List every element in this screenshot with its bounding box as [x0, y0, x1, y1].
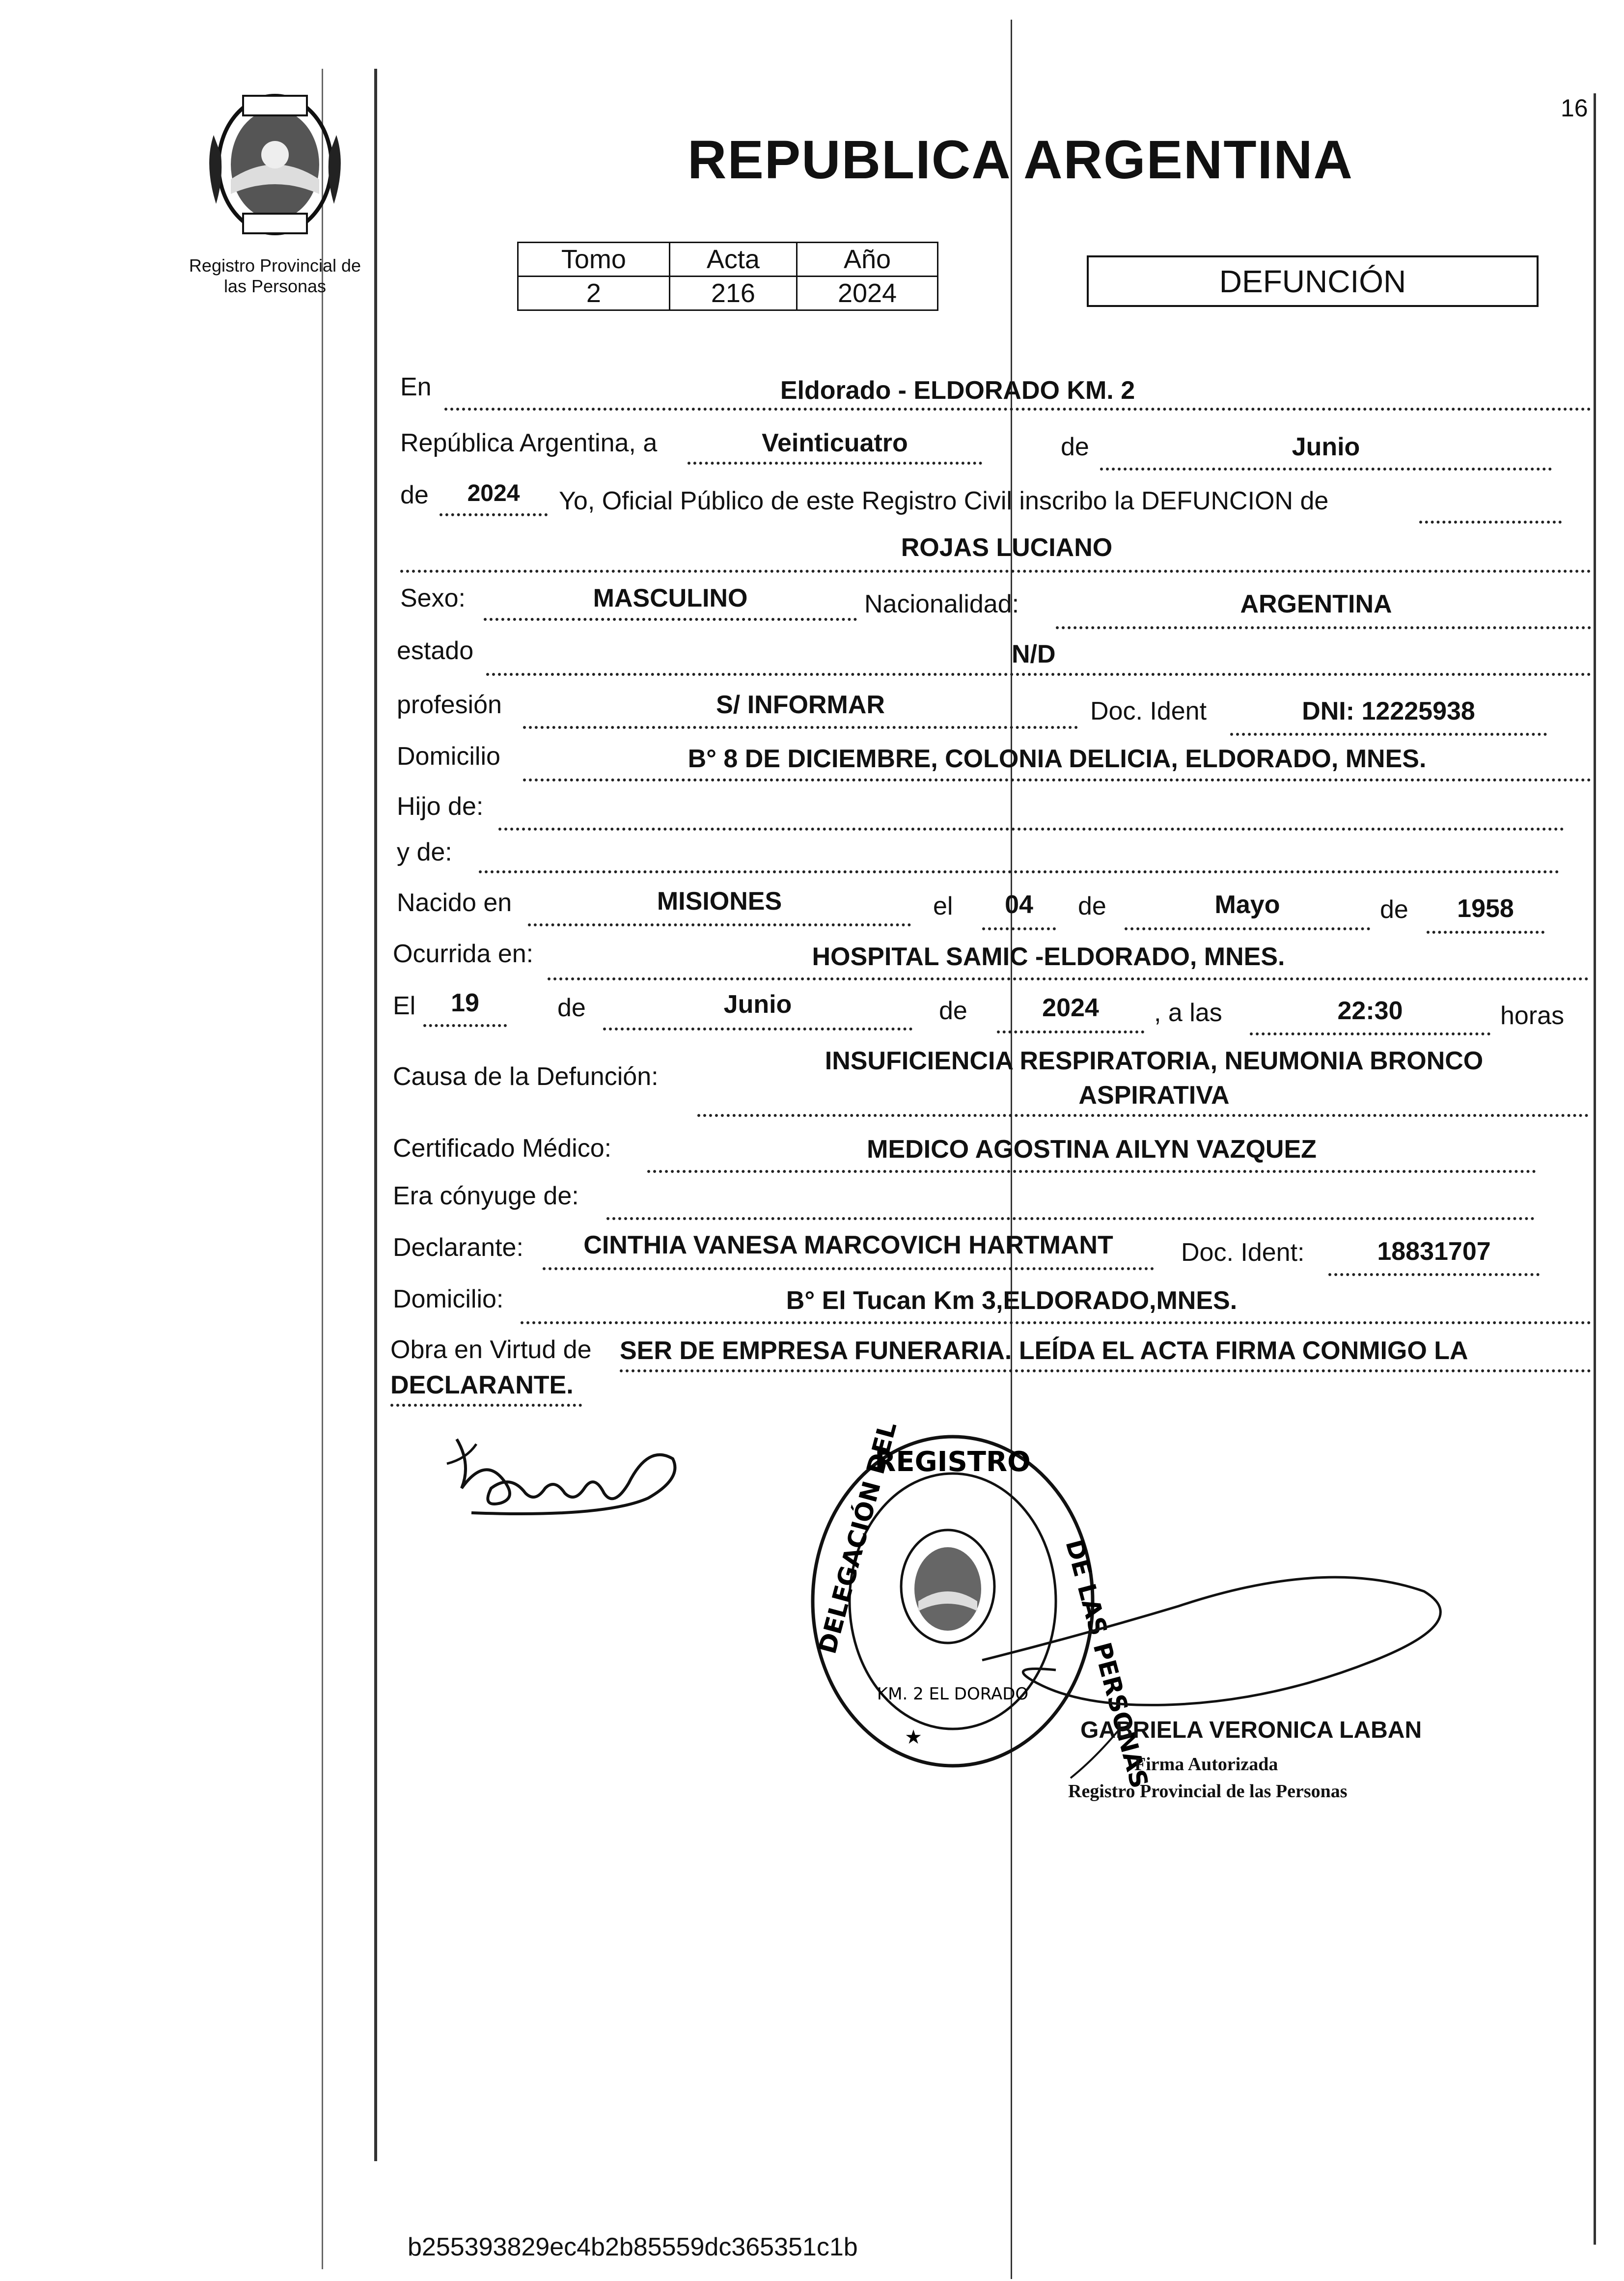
table-header: Acta	[669, 243, 797, 277]
svg-text:DE LAS PERSONAS: DE LAS PERSONAS	[1060, 1536, 1154, 1791]
document-type-box	[1087, 255, 1539, 307]
causa-line1: INSUFICIENCIA RESPIRATORIA, NEUMONIA BRONCO	[825, 1047, 1484, 1075]
place-underline	[444, 408, 1591, 411]
obra-line2: DECLARANTE.	[390, 1371, 574, 1399]
table-cell: 216	[669, 277, 797, 310]
de-label: de	[1061, 433, 1089, 461]
declarante-domicilio-underline	[521, 1321, 1591, 1324]
conyuge-underline	[606, 1217, 1535, 1220]
de-label-3: de	[1078, 892, 1106, 920]
causa-line2: ASPIRATIVA	[1078, 1081, 1230, 1110]
declarante-doc-underline	[1328, 1273, 1540, 1276]
sexo-value: MASCULINO	[593, 584, 748, 612]
death-month-underline	[603, 1028, 912, 1030]
svg-text:KM. 2 EL DORADO: KM. 2 EL DORADO	[877, 1684, 1029, 1704]
nacionalidad-label: Nacionalidad:	[864, 590, 1019, 618]
place-value: Eldorado - ELDORADO KM. 2	[780, 376, 1135, 405]
left-margin-line	[374, 69, 377, 2161]
obra-label: Obra en Virtud de	[390, 1335, 592, 1364]
official-name: GABRIELA VERONICA LABAN	[1080, 1717, 1422, 1743]
death-time-value: 22:30	[1337, 997, 1403, 1025]
declarante-underline	[543, 1267, 1154, 1270]
nacido-underline	[528, 923, 911, 926]
nacido-value: MISIONES	[657, 887, 782, 916]
declarante-value: CINTHIA VANESA MARCOVICH HARTMANT	[583, 1231, 1113, 1259]
svg-text:DELEGACIÓN DEL: DELEGACIÓN DEL	[813, 1419, 903, 1657]
death-month-value: Junio	[723, 990, 792, 1019]
left-edge-line	[322, 69, 323, 2269]
deceased-name: ROJAS LUCIANO	[901, 533, 1113, 562]
domicilio-label-2: Domicilio:	[393, 1285, 504, 1313]
inscribo-text: Yo, Oficial Público de este Registro Civil inscribo la DEFUNCION de	[559, 487, 1329, 515]
domicilio-underline	[523, 779, 1591, 781]
domicilio-value: B° 8 DE DICIEMBRE, COLONIA DELICIA, ELDORADO, MNES.	[688, 745, 1427, 773]
yde-label: y de:	[397, 838, 452, 866]
conyuge-label: Era cónyuge de:	[393, 1182, 579, 1210]
a-las-label: , a las	[1154, 999, 1222, 1027]
profesion-value: S/ INFORMAR	[716, 691, 885, 719]
domicilio-label: Domicilio	[397, 742, 500, 771]
declarant-signature-icon	[442, 1424, 697, 1537]
table-header: Tomo	[518, 243, 670, 277]
sexo-underline	[484, 618, 857, 621]
official-signature-icon	[933, 1474, 1522, 1793]
hijo-label: Hijo de:	[397, 792, 484, 821]
table-cell: 2	[518, 277, 670, 310]
year-underline	[440, 513, 548, 516]
table-header: Año	[797, 243, 938, 277]
birth-month-underline	[1125, 927, 1370, 930]
certificado-underline	[647, 1170, 1536, 1173]
ocurrida-value: HOSPITAL SAMIC -ELDORADO, MNES.	[812, 943, 1285, 971]
month-underline	[1100, 468, 1552, 471]
doc-ident-label: Doc. Ident	[1090, 697, 1207, 725]
doc-ident-value: DNI: 12225938	[1302, 697, 1475, 725]
de-label-5: de	[557, 994, 586, 1022]
birth-day-value: 04	[1005, 890, 1033, 919]
nacido-label: Nacido en	[397, 889, 512, 917]
ocurrida-label: Ocurrida en:	[393, 940, 534, 968]
record-table	[517, 242, 938, 311]
obra-underline-2	[390, 1404, 582, 1407]
official-registry: Registro Provincial de las Personas	[1068, 1781, 1348, 1802]
page-number: 16	[1561, 94, 1588, 122]
el-label: el	[933, 892, 953, 920]
nacionalidad-value: ARGENTINA	[1240, 590, 1392, 618]
page-title: REPUBLICA ARGENTINA	[688, 130, 1353, 190]
svg-text:★: ★	[905, 1726, 922, 1749]
causa-label: Causa de la Defunción:	[393, 1062, 659, 1091]
right-margin-line	[1594, 93, 1596, 2245]
document-hash: b255393829ec4b2b85559dc365351c1b	[408, 2233, 858, 2261]
svg-text:REGISTRO: REGISTRO	[875, 1446, 1031, 1478]
declarante-label: Declarante:	[393, 1233, 523, 1262]
name-underline	[400, 570, 1591, 573]
causa-underline	[697, 1114, 1589, 1117]
hijo-underline	[498, 828, 1564, 831]
nacionalidad-underline	[1056, 626, 1591, 629]
de-label-2: de	[400, 481, 429, 509]
death-day-value: 19	[451, 989, 479, 1017]
month-value: Junio	[1292, 433, 1360, 461]
death-time-underline	[1250, 1032, 1490, 1035]
sexo-label: Sexo:	[400, 584, 466, 612]
doc-ident-underline	[1230, 733, 1547, 736]
certificado-value: MEDICO AGOSTINA AILYN VAZQUEZ	[867, 1135, 1317, 1164]
table-cell: 2024	[797, 277, 938, 310]
birth-month-value: Mayo	[1214, 890, 1280, 919]
estado-label: estado	[397, 637, 474, 665]
de-label-4: de	[1380, 895, 1408, 924]
provincial-emblem-icon	[194, 81, 356, 243]
de-label-6: de	[939, 997, 967, 1025]
death-year-underline	[997, 1030, 1144, 1033]
profesion-label: profesión	[397, 691, 502, 719]
birth-day-underline	[982, 927, 1056, 930]
ocurrida-underline	[548, 977, 1589, 980]
republica-label: República Argentina, a	[400, 429, 658, 457]
estado-underline	[486, 673, 1591, 676]
document-type: DEFUNCIÓN	[1219, 263, 1406, 299]
day-underline	[688, 462, 982, 465]
en-label: En	[400, 373, 432, 401]
declarante-domicilio-value: B° El Tucan Km 3,ELDORADO,MNES.	[786, 1286, 1238, 1315]
doc-ident-label-2: Doc. Ident:	[1181, 1238, 1305, 1267]
el-label-2: El	[393, 992, 416, 1020]
yde-underline	[479, 870, 1559, 873]
death-day-underline	[423, 1024, 507, 1027]
birth-year-value: 1958	[1457, 894, 1514, 923]
estado-value: N/D	[1012, 640, 1056, 668]
official-role: Firma Autorizada	[1134, 1754, 1278, 1775]
profesion-underline	[523, 726, 1078, 729]
horas-label: horas	[1500, 1001, 1565, 1030]
day-text-value: Veinticuatro	[762, 429, 908, 457]
obra-line1: SER DE EMPRESA FUNERARIA. LEÍDA EL ACTA FIRMA CONMIGO LA	[620, 1336, 1468, 1365]
inscribo-underline	[1419, 521, 1562, 524]
death-year-value: 2024	[1042, 994, 1099, 1022]
year-value: 2024	[467, 480, 520, 506]
registry-label: Registro Provincial de las Personas	[189, 255, 361, 296]
birth-year-underline	[1427, 931, 1544, 934]
declarante-doc-value: 18831707	[1377, 1237, 1491, 1266]
certificado-label: Certificado Médico:	[393, 1134, 612, 1163]
obra-underline-1	[620, 1369, 1591, 1372]
